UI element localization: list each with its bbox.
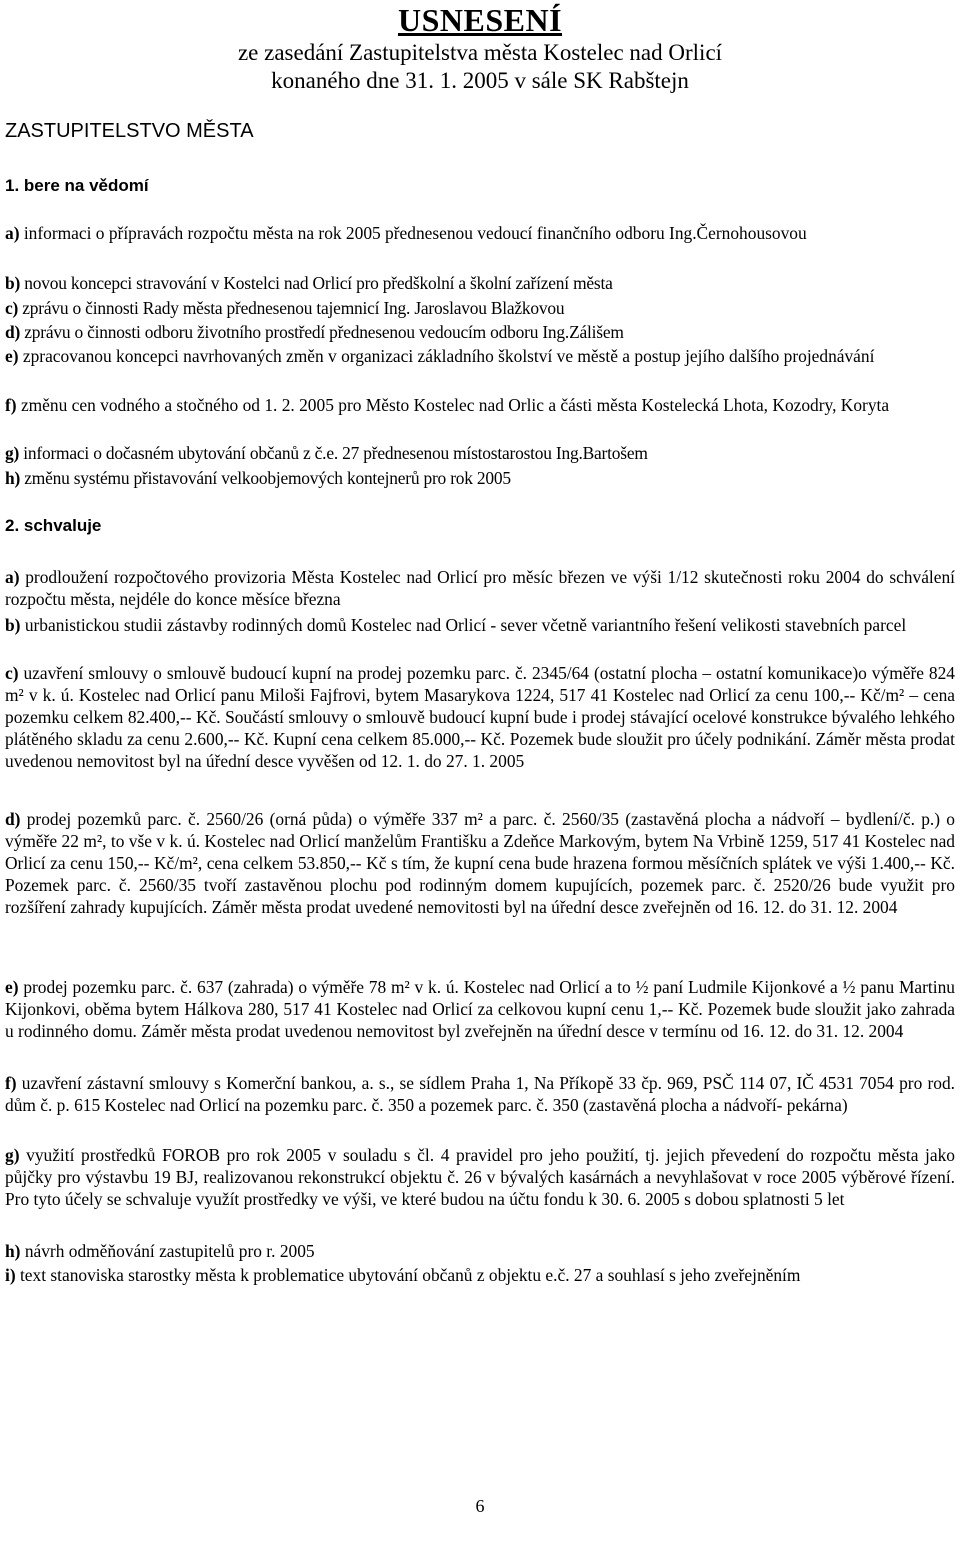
item-label: g)	[5, 1145, 20, 1165]
item-text: informaci o dočasném ubytování občanů z č.e. 27 přednesenou místostarostou Ing.Bartošem	[19, 443, 648, 463]
item-text: prodloužení rozpočtového provizoria Města Kostelec nad Orlicí pro měsíc březen ve výši 1/12 skutečnosti roku 2004 do schválení rozpočtu města, nejdéle do konce měsíce března	[5, 567, 955, 609]
item-text: využití prostředků FOROB pro rok 2005 v souladu s čl. 4 pravidel pro jeho použití, tj. jejich převedení do rozpočtu města jako půjčky pro výstavbu 19 BJ, realizovanou rekonstrukcí objektu č. 26 v bývalých kasárnách a nevyhlašovat v roce 2005 výběrové řízení. Pro tyto účely se schvaluje využít prostředky ve výši, ve které budou na účtu fondu k 30. 6. 2005 s dobou splatnosti 5 let	[5, 1145, 955, 1209]
subtitle-date-place: konaného dne 31. 1. 2005 v sále SK Rabštejn	[271, 68, 689, 93]
item-label: f)	[5, 1073, 17, 1093]
document-title: USNESENÍ	[397, 2, 563, 38]
item-text: prodej pozemků parc. č. 2560/26 (orná půda) o výměře 337 m² a parc. č. 2560/35 (zastavěná plocha a nádvoří – bydlení/č. p.) o výměře 22 m², to vše v k. ú. Kostelec nad Orlicí manželům Františku a Zdeňce Markovým, bytem Na Vrbině 1259, 517 41 Kostelec nad Orlicí za cenu 150,-- Kč/m², cena celkem 53.850,-- Kč s tím, že kupní cena bude hrazena formou měsíčních splátek ve výši 1.400,-- Kč. Pozemek parc. č. 2560/35 tvoří zastavěnou plochu pod rodinným domem kupujících, pozemek parc. č. 2520/26 bude využit pro rozšíření zahrady kupujících. Záměr města prodat uvedené nemovitosti byl na úřední desce zveřejněn od 16. 12. do 31. 12. 2004	[5, 809, 955, 917]
item-text: uzavření zástavní smlouvy s Komerční bankou, a. s., se sídlem Praha 1, Na Příkopě 33 čp. 969, PSČ 114 07, IČ 4531 7054 pro rod. dům č. p. 615 Kostelec nad Orlicí na pozemku parc. č. 350 a pozemek parc. č. 350 (zastavěná plocha a nádvoří- pekárna)	[5, 1073, 955, 1115]
section-2-heading: 2. schvaluje	[5, 516, 102, 535]
item-1c	[5, 297, 955, 319]
item-label: e)	[5, 977, 19, 997]
item-label: a)	[5, 567, 20, 587]
item-text: novou koncepci stravování v Kostelci nad Orlicí pro předškolní a školní zařízení města	[20, 273, 613, 293]
item-label: d)	[5, 322, 21, 342]
section-1-heading: 1. bere na vědomí	[5, 176, 149, 195]
item-label: h)	[5, 1241, 21, 1261]
item-label: g)	[5, 443, 20, 463]
item-1h	[5, 467, 955, 489]
item-text: zpracovanou koncepci navrhovaných změn v organizaci základního školství ve městě a postup jejího dalšího projednávání	[18, 346, 875, 366]
item-2h	[5, 1240, 955, 1262]
item-1e	[5, 345, 955, 367]
item-1g	[5, 442, 955, 464]
item-2c	[5, 662, 955, 772]
item-2i	[5, 1264, 955, 1286]
item-text: zprávu o činnosti Rady města přednesenou tajemnicí Ing. Jaroslavou Blažkovou	[18, 298, 565, 318]
item-1b	[5, 272, 955, 294]
item-text: změnu cen vodného a stočného od 1. 2. 2005 pro Město Kostelec nad Orlic a části města Kostelecká Lhota, Kozodry, Koryta	[16, 395, 890, 415]
item-1d	[5, 321, 955, 343]
item-label: c)	[5, 663, 19, 683]
item-label: e)	[5, 346, 19, 366]
item-label: b)	[5, 273, 21, 293]
item-label: i)	[5, 1265, 16, 1285]
item-label: h)	[5, 468, 21, 488]
item-2f	[5, 1072, 955, 1116]
page-number: 6	[475, 1496, 485, 1516]
item-text: prodej pozemku parc. č. 637 (zahrada) o výměře 78 m² v k. ú. Kostelec nad Orlicí a to ½ paní Ludmile Kijonkové a ½ panu Martinu Kijonkovi, oběma bytem Hálkova 280, 517 41 Kostelec nad Orlicí za celkovou kupní cenu 1,-- Kč. Pozemek bude sloužit jako zahrada u rodinného domu. Záměr města prodat uvedenou nemovitost byl zveřejněn na úřední desce v termínu od 16. 12. do 31. 12. 2004	[5, 977, 955, 1041]
item-text: urbanistickou studii zástavby rodinných domů Kostelec nad Orlicí - sever včetně variantního řešení velikosti stavebních parcel	[20, 615, 907, 635]
item-label: a)	[5, 223, 20, 243]
item-1a	[5, 222, 955, 244]
item-text: uzavření smlouvy o smlouvě budoucí kupní na prodej pozemku parc. č. 2345/64 (ostatní plocha – ostatní komunikace)o výměře 824 m² v k. ú. Kostelec nad Orlicí panu Miloši Fajfrovi, bytem Masarykova 1224, 517 41 Kostelec nad Orlicí za cenu 100,-- Kč/m² – cena pozemku celkem 82.400,-- Kč. Součástí smlouvy o smlouvě budoucí kupní bude i prodej stávající ocelové konstrukce bývalého lehkého plátěného skladu za cenu 2.600,-- Kč. Kupní cena celkem 85.000,-- Kč. Pozemek bude sloužit pro účely podnikání. Záměr města prodat uvedenou nemovitost byl na úřední desce vyvěšen od 12. 1. do 27. 1. 2005	[5, 663, 955, 771]
council-heading: ZASTUPITELSTVO MĚSTA	[5, 120, 254, 142]
item-text: text stanoviska starostky města k problematice ubytování občanů z objektu e.č. 27 a souhlasí s jeho zveřejněním	[15, 1265, 801, 1285]
item-label: c)	[5, 298, 19, 318]
item-text: změnu systému přistavování velkoobjemových kontejnerů pro rok 2005	[20, 468, 511, 488]
item-2g	[5, 1144, 955, 1210]
item-2d	[5, 808, 955, 918]
item-label: b)	[5, 615, 21, 635]
item-text: informaci o přípravách rozpočtu města na rok 2005 přednesenou vedoucí finančního odboru Ing.Černohousovou	[19, 223, 807, 243]
item-2b	[5, 614, 955, 636]
subtitle-session: ze zasedání Zastupitelstva města Kostelec nad Orlicí	[237, 40, 723, 65]
item-2e	[5, 976, 955, 1042]
item-text: zprávu o činnosti odboru životního prostředí přednesenou vedoucím odboru Ing.Zálišem	[20, 322, 624, 342]
item-label: f)	[5, 395, 17, 415]
item-2a	[5, 566, 955, 610]
item-label: d)	[5, 809, 21, 829]
item-1f	[5, 394, 955, 416]
item-text: návrh odměňování zastupitelů pro r. 2005	[20, 1241, 315, 1261]
